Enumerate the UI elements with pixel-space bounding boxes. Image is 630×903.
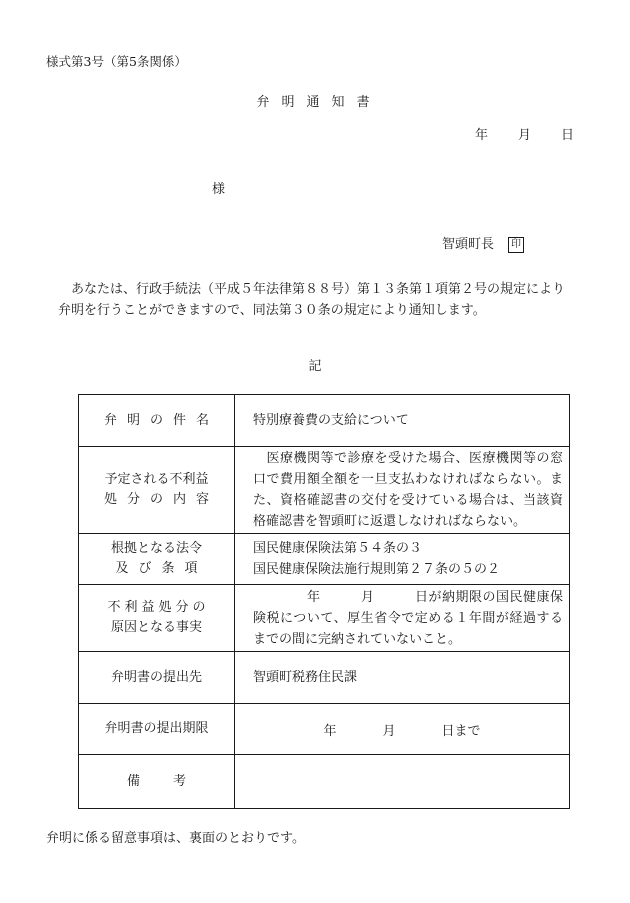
disadvantage-label-line2: 処分の内容	[103, 492, 219, 507]
submission-value: 智頭町税務住民課	[235, 652, 570, 704]
remarks-value	[235, 755, 570, 809]
submission-label: 弁明書の提出先	[110, 669, 202, 685]
legal-basis-value-line1: 国民健康保険法第５４条の３	[253, 541, 423, 556]
legal-basis-label-line2: 及び条項	[115, 561, 208, 576]
body-text	[58, 279, 578, 321]
table-row-remarks	[79, 755, 570, 809]
notice-table	[78, 394, 570, 809]
seal-mark: 印	[508, 237, 524, 253]
deadline-label-cell	[79, 704, 235, 755]
disadvantage-label-cell	[79, 447, 235, 534]
cause-value: 年 月 日が納期限の国民健康保険税について、厚生省令で定める１年間が経過するまでの間に完納されていないこと。	[235, 585, 570, 652]
table-row-legal-basis	[79, 534, 570, 585]
deadline-label: 弁明書の提出期限	[104, 721, 209, 736]
remarks-label-cell	[79, 755, 235, 809]
form-number: 様式第3号（第5条関係）	[46, 54, 187, 69]
legal-basis-value-line2: 国民健康保険法施行規則第２７条の５の２	[253, 562, 501, 577]
sender-block	[442, 233, 524, 253]
case-name-label-cell	[79, 395, 235, 447]
cause-label-line1: 不利益処分の	[107, 600, 210, 615]
deadline-month-label: 月	[382, 723, 396, 739]
deadline-value-cell	[235, 704, 570, 755]
case-name-value: 特別療養費の支給について	[235, 395, 570, 447]
table-row-deadline	[79, 704, 570, 755]
table-row-case-name	[79, 395, 570, 447]
sender-name: 智頭町長	[441, 237, 494, 252]
addressee-suffix: 様	[212, 182, 226, 197]
legal-basis-label-cell	[79, 534, 235, 585]
deadline-year-label: 年	[323, 723, 337, 739]
date-year-label: 年	[474, 128, 488, 143]
footer-note: 弁明に係る留意事項は、裏面のとおりです。	[46, 831, 305, 846]
case-name-label: 弁明の件名	[103, 412, 219, 428]
date-month-label: 月	[517, 128, 531, 143]
cause-label-line2: 原因となる事実	[110, 620, 202, 635]
deadline-day-suffix: 日まで	[441, 723, 481, 739]
cause-label-cell	[79, 585, 235, 652]
body-line-2: 弁明を行うことができますので、同法第３０条の規定により通知します。	[58, 303, 486, 318]
body-line-1: あなたは、行政手続法（平成５年法律第８８号）第１３条第１項第２号の規定により	[71, 282, 566, 297]
table-row-expected-disadvantage	[79, 447, 570, 534]
document-title: 弁明通知書	[256, 95, 382, 110]
table-row-cause	[79, 585, 570, 652]
table-row-submission-address	[79, 652, 570, 704]
ki-heading: 記	[308, 359, 322, 374]
legal-basis-label-line1: 根拠となる法令	[110, 541, 202, 556]
date-line	[475, 124, 574, 143]
date-day-label: 日	[560, 128, 574, 143]
submission-label-cell	[79, 652, 235, 704]
disadvantage-value: 医療機関等で診療を受けた場合、医療機関等の窓口で費用額全額を一旦支払わなければならない。また、資格確認書の交付を受けている場合は、当該資格確認書を智頭町に返還しなければならない。	[235, 447, 570, 534]
remarks-label-left: 備	[127, 773, 141, 789]
disadvantage-label-line1: 予定される不利益	[104, 472, 209, 487]
legal-basis-value-cell	[235, 534, 570, 585]
remarks-label-right: 考	[172, 773, 186, 789]
